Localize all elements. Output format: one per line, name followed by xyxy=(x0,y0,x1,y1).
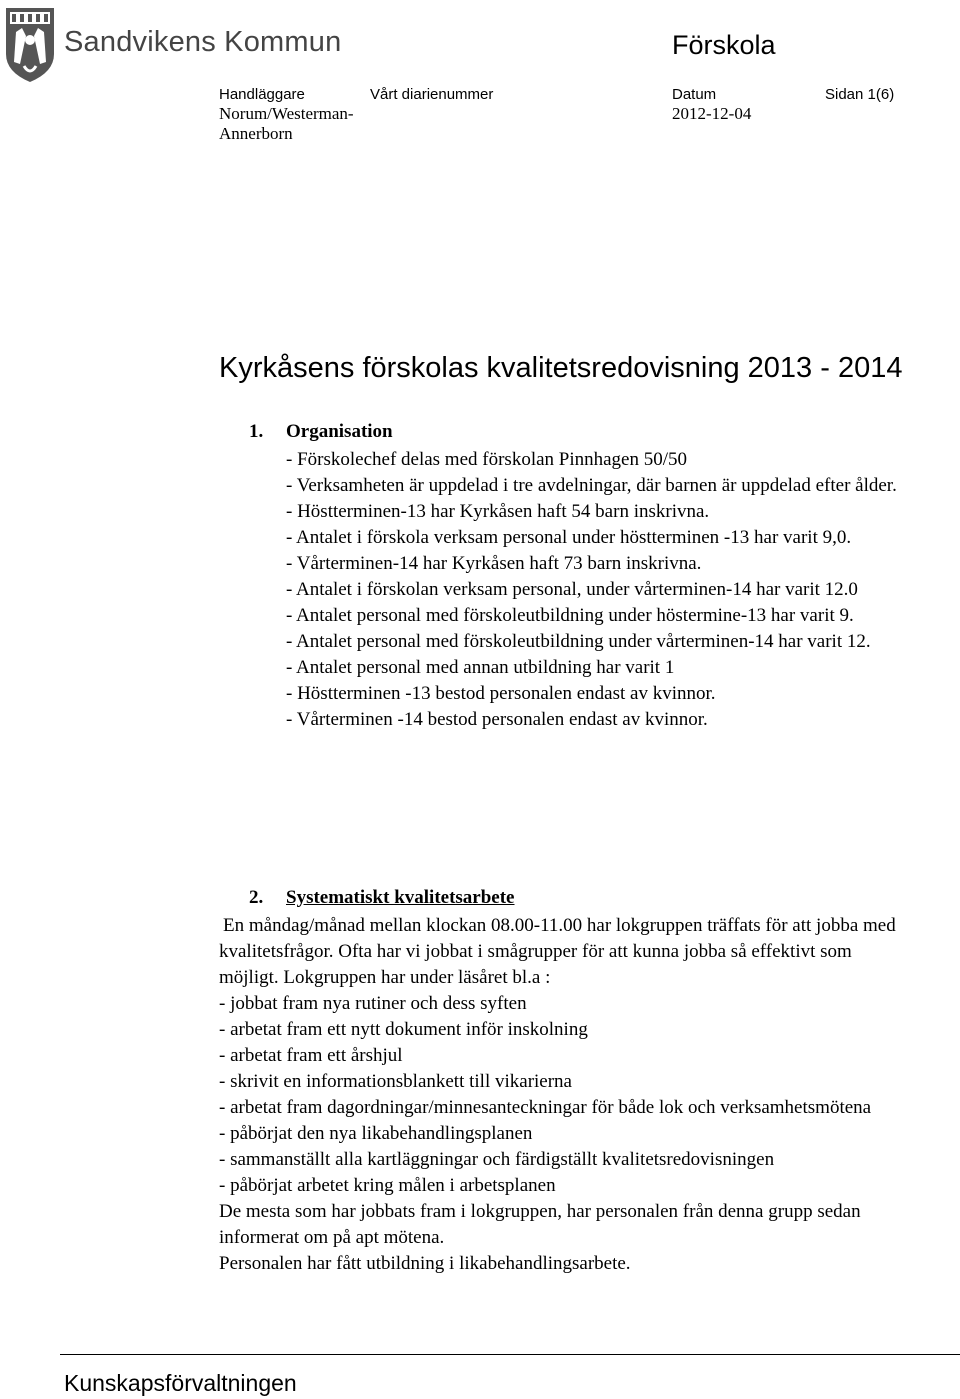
list-item: - arbetat fram ett årshjul xyxy=(219,1045,403,1066)
section-title: Organisation xyxy=(286,421,393,442)
handlaggare-label: Handläggare xyxy=(219,86,305,103)
section-title: Systematiskt kvalitetsarbete xyxy=(286,887,515,908)
datum-value: 2012-12-04 xyxy=(672,104,752,123)
list-item: - Verksamheten är uppdelad i tre avdelningar, där barnen är uppdelad efter ålder. xyxy=(286,475,897,496)
intro-paragraph: En måndag/månad mellan klockan 08.00-11.00 har lokgruppen träffats för att jobba med kvalitetsfrågor. Ofta har vi jobbat i smågrupper för att kunna jobba så effektivt som möjligt. Lokgruppen har under läsåret bl.a : xyxy=(219,915,896,988)
document-title: Kyrkåsens förskolas kvalitetsredovisning 2013 - 2014 xyxy=(219,352,903,384)
organisation-list xyxy=(286,447,906,733)
list-item: - skrivit en informationsblankett till vikarierna xyxy=(219,1071,572,1092)
diarienummer-label: Vårt diarienummer xyxy=(370,86,494,103)
closing-paragraph: De mesta som har jobbats fram i lokgruppen, har personalen från denna grupp sedan informerat om på apt mötena. xyxy=(219,1201,861,1248)
footer-department: Kunskapsförvaltningen xyxy=(64,1370,297,1396)
list-item: - Antalet personal med förskoleutbildning under vårterminen-14 har varit 12. xyxy=(286,631,871,652)
list-item: - Antalet personal med förskoleutbildning under höstermine-13 har varit 9. xyxy=(286,605,854,626)
document-type: Förskola xyxy=(672,30,776,60)
list-item: - Antalet i förskola verksam personal under höstterminen -13 har varit 9,0. xyxy=(286,527,852,548)
list-item: - Höstterminen-13 har Kyrkåsen haft 54 barn inskrivna. xyxy=(286,501,710,522)
list-item: - påbörjat den nya likabehandlingsplanen xyxy=(219,1123,533,1144)
list-item: - Vårterminen-14 har Kyrkåsen haft 73 barn inskrivna. xyxy=(286,553,702,574)
list-item: - Vårterminen -14 bestod personalen endast av kvinnor. xyxy=(286,709,708,730)
page-number: Sidan 1(6) xyxy=(825,86,895,103)
list-item: - arbetat fram dagordningar/minnesanteckningar för både lok och verksamhetsmötena xyxy=(219,1097,872,1118)
municipal-crest-icon xyxy=(4,6,56,84)
list-item: - sammanställt alla kartläggningar och färdigställt kvalitetsredovisningen xyxy=(219,1149,775,1170)
datum-label: Datum xyxy=(672,86,717,103)
closing-paragraph: Personalen har fått utbildning i likabehandlingsarbete. xyxy=(219,1253,631,1274)
section-number: 1. xyxy=(249,421,264,442)
kvalitetsarbete-body xyxy=(219,913,909,1277)
list-item: - jobbat fram nya rutiner och dess syften xyxy=(219,993,527,1014)
handlaggare-value-cont: Annerborn xyxy=(219,124,293,143)
list-item: - Antalet personal med annan utbildning har varit 1 xyxy=(286,657,675,678)
section-number: 2. xyxy=(249,887,264,908)
list-item: - Höstterminen -13 bestod personalen endast av kvinnor. xyxy=(286,683,716,704)
list-item: - Förskolechef delas med förskolan Pinnhagen 50/50 xyxy=(286,449,688,470)
list-item: - arbetat fram ett nytt dokument inför inskolning xyxy=(219,1019,588,1040)
section-heading-kvalitetsarbete xyxy=(249,887,515,909)
handlaggare-value: Norum/Westerman- xyxy=(219,104,354,123)
section-heading-organisation xyxy=(249,421,393,443)
list-item: - påbörjat arbetet kring målen i arbetsplanen xyxy=(219,1175,556,1196)
logo-wordmark: Sandvikens Kommun xyxy=(64,26,342,58)
footer-divider xyxy=(60,1354,960,1355)
list-item: - Antalet i förskolan verksam personal, under vårterminen-14 har varit 12.0 xyxy=(286,579,858,600)
